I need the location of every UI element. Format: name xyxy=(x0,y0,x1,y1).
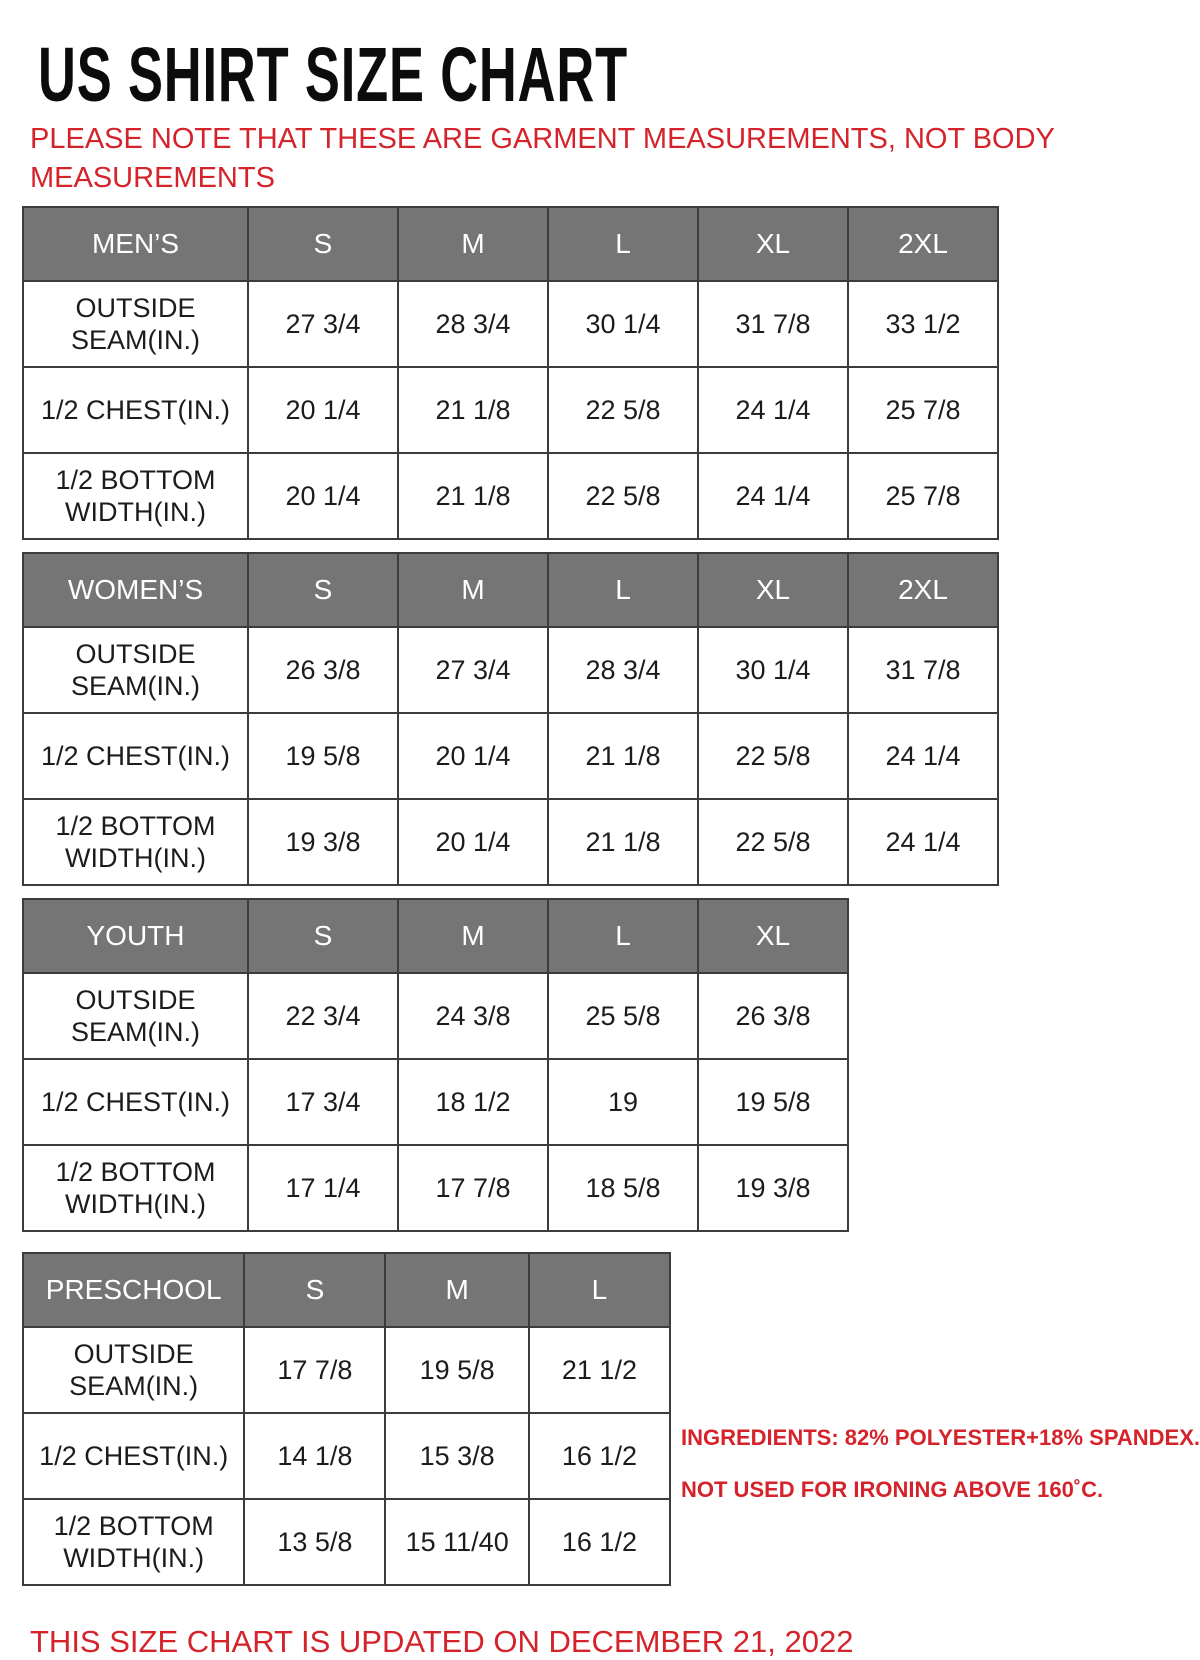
womens-table-block xyxy=(22,552,1200,886)
size-value-cell: 22 5/8 xyxy=(548,453,698,539)
measurement-row xyxy=(23,1059,848,1145)
size-value-cell: 21 1/8 xyxy=(398,453,548,539)
size-table-header-row xyxy=(23,899,848,973)
size-header-cell: XL xyxy=(698,899,848,973)
category-header-cell: WOMEN’S xyxy=(23,553,248,627)
size-value-cell: 22 3/4 xyxy=(248,973,398,1059)
garment-note-line1: PLEASE NOTE THAT THESE ARE GARMENT MEASUREMENTS, NOT BODY xyxy=(30,123,1055,155)
size-value-cell: 20 1/4 xyxy=(248,453,398,539)
size-value-cell: 25 7/8 xyxy=(848,453,998,539)
garment-note-line2: MEASUREMENTS xyxy=(30,162,275,194)
size-value-cell: 19 5/8 xyxy=(698,1059,848,1145)
size-table-header-row xyxy=(23,553,998,627)
size-header-cell: 2XL xyxy=(848,553,998,627)
size-header-cell: L xyxy=(548,207,698,281)
size-header-cell: L xyxy=(529,1253,670,1327)
size-header-cell: XL xyxy=(698,207,848,281)
size-table-header-row xyxy=(23,207,998,281)
size-value-cell: 17 7/8 xyxy=(244,1327,385,1413)
size-value-cell: 24 3/8 xyxy=(398,973,548,1059)
size-value-cell: 15 11/40 xyxy=(385,1499,528,1585)
size-value-cell: 21 1/8 xyxy=(548,799,698,885)
category-header-cell: MEN’S xyxy=(23,207,248,281)
size-table-header-row xyxy=(23,1253,670,1327)
ingredients-line1: INGREDIENTS: 82% POLYESTER+18% SPANDEX. xyxy=(681,1425,1200,1450)
row-label-cell: 1/2 BOTTOM WIDTH(IN.) xyxy=(23,1145,248,1231)
size-table-mens xyxy=(22,206,999,540)
size-header-cell: S xyxy=(248,553,398,627)
size-value-cell: 24 1/4 xyxy=(698,367,848,453)
size-value-cell: 28 3/4 xyxy=(398,281,548,367)
size-table-preschool xyxy=(22,1252,671,1586)
measurement-row xyxy=(23,1327,670,1413)
size-value-cell: 22 5/8 xyxy=(548,367,698,453)
size-value-cell: 19 3/8 xyxy=(248,799,398,885)
page-title: US SHIRT SIZE CHART xyxy=(38,31,628,118)
measurement-row xyxy=(23,627,998,713)
size-header-cell: M xyxy=(385,1253,528,1327)
size-value-cell: 22 5/8 xyxy=(698,713,848,799)
size-header-cell: M xyxy=(398,899,548,973)
size-value-cell: 17 3/4 xyxy=(248,1059,398,1145)
size-header-cell: 2XL xyxy=(848,207,998,281)
measurement-row xyxy=(23,973,848,1059)
measurement-row xyxy=(23,453,998,539)
size-table-womens xyxy=(22,552,999,886)
size-value-cell: 17 1/4 xyxy=(248,1145,398,1231)
size-value-cell: 20 1/4 xyxy=(248,367,398,453)
size-value-cell: 19 5/8 xyxy=(385,1327,528,1413)
size-header-cell: L xyxy=(548,899,698,973)
size-value-cell: 28 3/4 xyxy=(548,627,698,713)
size-value-cell: 31 7/8 xyxy=(848,627,998,713)
size-value-cell: 19 xyxy=(548,1059,698,1145)
size-header-cell: S xyxy=(248,899,398,973)
size-header-cell: M xyxy=(398,553,548,627)
ingredients-note xyxy=(681,1412,1200,1516)
measurement-row xyxy=(23,799,998,885)
row-label-cell: OUTSIDE SEAM(IN.) xyxy=(23,281,248,367)
size-header-cell: L xyxy=(548,553,698,627)
row-label-cell: 1/2 BOTTOM WIDTH(IN.) xyxy=(23,799,248,885)
measurement-row xyxy=(23,1145,848,1231)
preschool-row xyxy=(22,1244,1200,1598)
size-value-cell: 27 3/4 xyxy=(248,281,398,367)
size-value-cell: 25 7/8 xyxy=(848,367,998,453)
row-label-cell: 1/2 CHEST(IN.) xyxy=(23,1413,244,1499)
size-value-cell: 13 5/8 xyxy=(244,1499,385,1585)
row-label-cell: 1/2 CHEST(IN.) xyxy=(23,713,248,799)
measurement-row xyxy=(23,281,998,367)
size-header-cell: M xyxy=(398,207,548,281)
category-header-cell: PRESCHOOL xyxy=(23,1253,244,1327)
measurement-row xyxy=(23,713,998,799)
title-wrap xyxy=(38,30,1200,116)
size-value-cell: 22 5/8 xyxy=(698,799,848,885)
size-header-cell: S xyxy=(248,207,398,281)
size-value-cell: 21 1/2 xyxy=(529,1327,670,1413)
size-value-cell: 21 1/8 xyxy=(398,367,548,453)
size-value-cell: 19 3/8 xyxy=(698,1145,848,1231)
mens-table-block xyxy=(22,206,1200,540)
size-value-cell: 31 7/8 xyxy=(698,281,848,367)
preschool-table-block xyxy=(22,1252,671,1586)
size-value-cell: 30 1/4 xyxy=(698,627,848,713)
size-value-cell: 27 3/4 xyxy=(398,627,548,713)
size-header-cell: S xyxy=(244,1253,385,1327)
size-value-cell: 26 3/8 xyxy=(698,973,848,1059)
size-value-cell: 24 1/4 xyxy=(848,713,998,799)
size-value-cell: 18 5/8 xyxy=(548,1145,698,1231)
size-value-cell: 24 1/4 xyxy=(848,799,998,885)
size-value-cell: 18 1/2 xyxy=(398,1059,548,1145)
size-header-cell: XL xyxy=(698,553,848,627)
size-value-cell: 24 1/4 xyxy=(698,453,848,539)
size-value-cell: 20 1/4 xyxy=(398,799,548,885)
measurement-row xyxy=(23,1413,670,1499)
size-value-cell: 25 5/8 xyxy=(548,973,698,1059)
size-value-cell: 30 1/4 xyxy=(548,281,698,367)
size-value-cell: 14 1/8 xyxy=(244,1413,385,1499)
size-value-cell: 26 3/8 xyxy=(248,627,398,713)
size-value-cell: 17 7/8 xyxy=(398,1145,548,1231)
row-label-cell: OUTSIDE SEAM(IN.) xyxy=(23,973,248,1059)
measurement-row xyxy=(23,367,998,453)
row-label-cell: 1/2 CHEST(IN.) xyxy=(23,1059,248,1145)
size-table-youth xyxy=(22,898,849,1232)
size-value-cell: 20 1/4 xyxy=(398,713,548,799)
row-label-cell: 1/2 BOTTOM WIDTH(IN.) xyxy=(23,1499,244,1585)
size-value-cell: 19 5/8 xyxy=(248,713,398,799)
ingredients-line2: NOT USED FOR IRONING ABOVE 160˚C. xyxy=(681,1477,1104,1502)
garment-note xyxy=(30,120,1200,198)
size-value-cell: 16 1/2 xyxy=(529,1413,670,1499)
measurement-row xyxy=(23,1499,670,1585)
size-value-cell: 16 1/2 xyxy=(529,1499,670,1585)
youth-table-block xyxy=(22,898,1200,1232)
row-label-cell: OUTSIDE SEAM(IN.) xyxy=(23,1327,244,1413)
row-label-cell: 1/2 BOTTOM WIDTH(IN.) xyxy=(23,453,248,539)
row-label-cell: OUTSIDE SEAM(IN.) xyxy=(23,627,248,713)
category-header-cell: YOUTH xyxy=(23,899,248,973)
size-value-cell: 21 1/8 xyxy=(548,713,698,799)
size-value-cell: 33 1/2 xyxy=(848,281,998,367)
update-note: THIS SIZE CHART IS UPDATED ON DECEMBER 21, 2022 xyxy=(30,1624,854,1659)
row-label-cell: 1/2 CHEST(IN.) xyxy=(23,367,248,453)
size-value-cell: 15 3/8 xyxy=(385,1413,528,1499)
